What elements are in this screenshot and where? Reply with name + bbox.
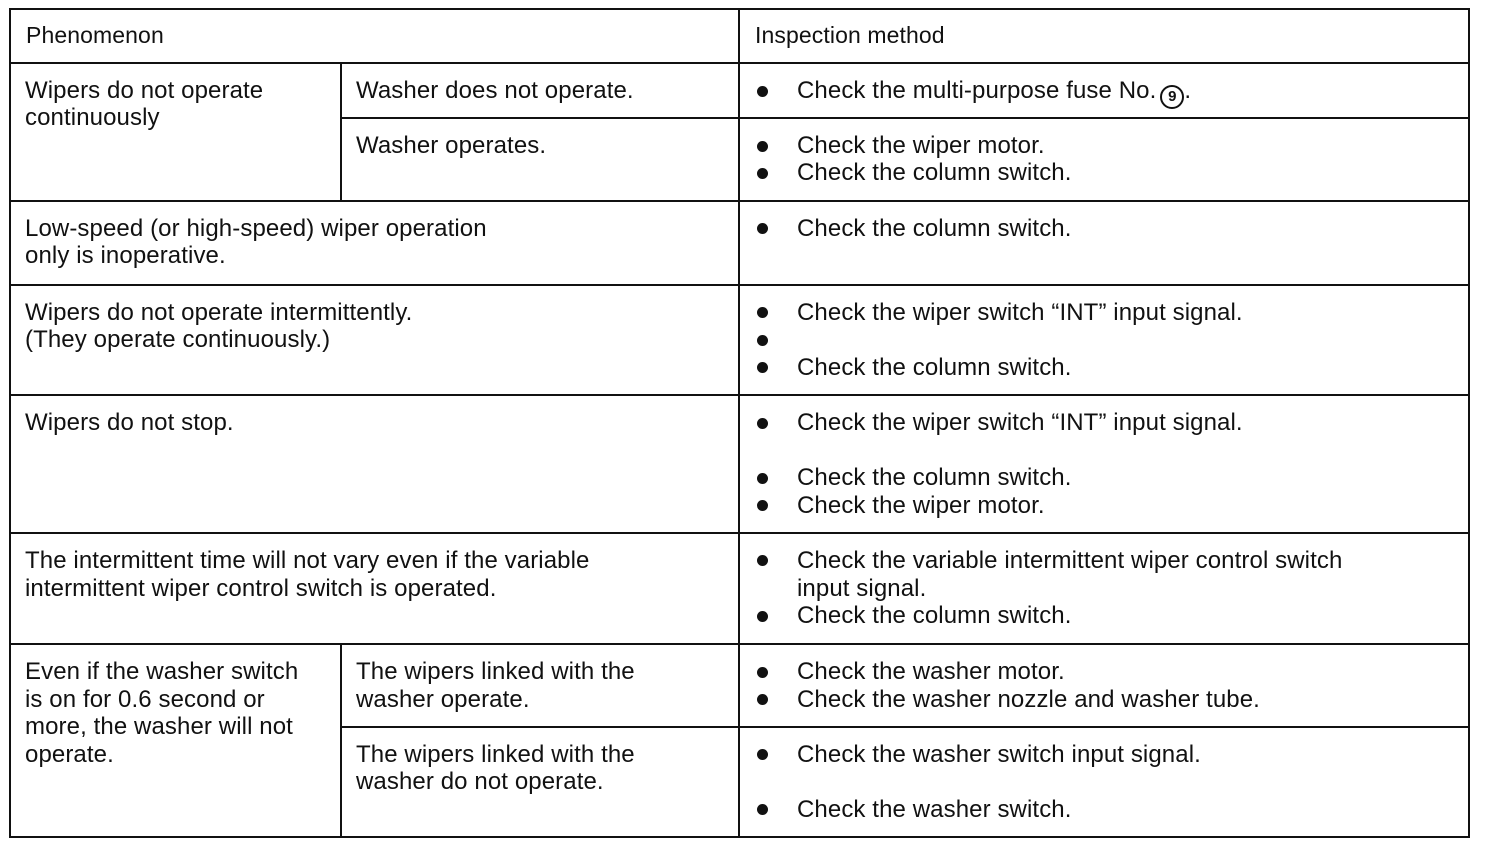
condition-line: washer operate. — [356, 686, 530, 713]
bullet — [757, 694, 768, 705]
phenomenon-line: Low-speed (or high-speed) wiper operation — [25, 215, 487, 242]
bullet — [757, 555, 768, 566]
condition-line: washer do not operate. — [356, 768, 604, 795]
condition-line: The wipers linked with the — [356, 658, 635, 685]
phenomenon-line: Wipers do not operate — [25, 77, 264, 104]
check-item: Check the column switch. — [797, 464, 1072, 491]
header-inspection-method: Inspection method — [755, 22, 945, 48]
bullet — [757, 168, 768, 179]
bullet — [757, 500, 768, 511]
check-text: Check the multi-purpose fuse No. — [797, 77, 1157, 104]
phenomenon-line: Wipers do not operate intermittently. — [25, 299, 413, 326]
bullet — [757, 335, 768, 346]
phenomenon-line: only is inoperative. — [25, 242, 226, 269]
phenomenon-line: operate. — [25, 741, 114, 768]
bullet — [757, 667, 768, 678]
check-item: Check the washer switch input signal. — [797, 741, 1201, 768]
condition-line: The wipers linked with the — [356, 741, 635, 768]
phenomenon-line: Even if the washer switch — [25, 658, 299, 685]
phenomenon-line: The intermittent time will not vary even if the variable — [25, 547, 590, 574]
check-item: Check the wiper motor. — [797, 492, 1045, 519]
bullet — [757, 307, 768, 318]
check-item: Check the wiper switch “INT” input signal. — [797, 409, 1243, 436]
column-rule — [340, 63, 342, 201]
header-phenomenon: Phenomenon — [26, 22, 164, 48]
bullet — [757, 418, 768, 429]
table-rule — [341, 726, 1470, 728]
check-item: Check the wiper switch “INT” input signal. — [797, 299, 1243, 326]
column-rule — [340, 644, 342, 838]
check-item: Check the washer nozzle and washer tube. — [797, 686, 1260, 713]
check-item: Check the variable intermittent wiper control switch — [797, 547, 1343, 574]
check-item: Check the column switch. — [797, 215, 1072, 242]
condition-line: Washer does not operate. — [356, 77, 634, 104]
bullet — [757, 362, 768, 373]
fuse-number-badge: 9 — [1160, 85, 1184, 109]
bullet — [757, 749, 768, 760]
check-item: Check the wiper motor. — [797, 132, 1045, 159]
phenomenon-line: continuously — [25, 104, 160, 131]
bullet — [757, 86, 768, 97]
bullet — [757, 473, 768, 484]
phenomenon-line: (They operate continuously.) — [25, 326, 331, 353]
check-item: input signal. — [797, 575, 927, 602]
check-item: Check the column switch. — [797, 354, 1072, 381]
column-rule — [738, 8, 740, 838]
phenomenon-line: more, the washer will not — [25, 713, 293, 740]
bullet — [757, 141, 768, 152]
table-rule — [341, 117, 1470, 119]
phenomenon-line: intermittent wiper control switch is operated. — [25, 575, 497, 602]
check-suffix: . — [1184, 77, 1192, 104]
phenomenon-line: is on for 0.6 second or — [25, 686, 265, 713]
phenomenon-line: Wipers do not stop. — [25, 409, 234, 436]
check-item: Check the column switch. — [797, 602, 1072, 629]
check-item: Check the washer motor. — [797, 658, 1065, 685]
bullet — [757, 223, 768, 234]
check-item — [797, 77, 1191, 109]
condition-line: Washer operates. — [356, 132, 547, 159]
bullet — [757, 611, 768, 622]
check-item: Check the washer switch. — [797, 796, 1072, 823]
check-item: Check the column switch. — [797, 159, 1072, 186]
bullet — [757, 804, 768, 815]
